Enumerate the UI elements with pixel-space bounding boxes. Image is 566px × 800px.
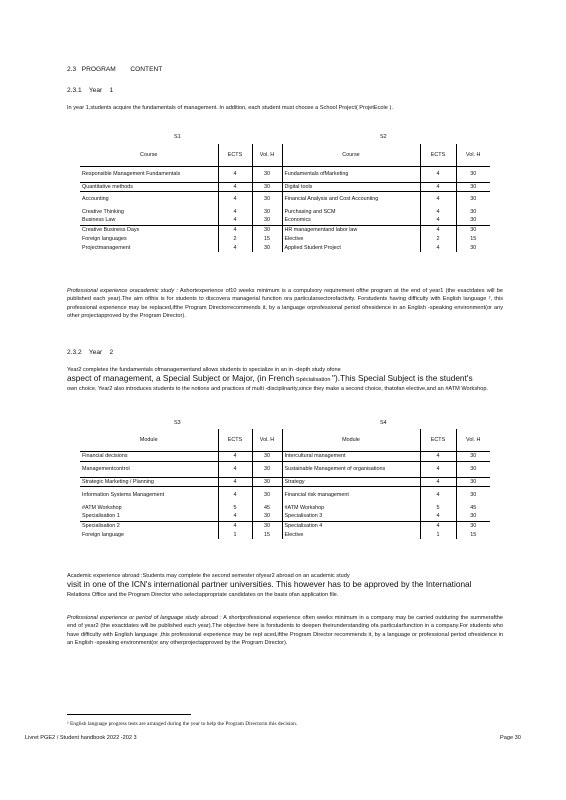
table-row	[80, 512, 490, 521]
ects-value: 4	[420, 243, 456, 252]
vol-value: 15	[456, 530, 490, 539]
ects-value: 4	[218, 477, 252, 486]
table-row	[80, 234, 490, 243]
course-name: Applied Student Project	[282, 243, 420, 252]
course-name: Creative Business Days	[80, 225, 218, 234]
module-name: #ATM Workshop	[82, 504, 122, 511]
ects-value: 4	[420, 182, 456, 191]
course-name: Purchasing and SCM	[282, 207, 420, 216]
year2-module-table	[80, 429, 490, 539]
note-text: Ashortexperience of10 weeks minimum is a compulsory requirement ofthe program at the end of year1 (the exactdates will be published each year).The aim ofthis is for students to discovera managerial function ora particularsectorofactivity. Forstudents having difficulty with English language ², this professional experience may be replaced,ifthe Program Directorrecommends it, by a language orprofessional period ofresidence in an English -speaking environment(or any other projectapproved by the Program Director).	[67, 288, 504, 319]
col-vol-header: Vol. H	[456, 144, 490, 166]
year1-experience-note	[67, 287, 503, 320]
vol-value: 30	[456, 243, 490, 252]
vol-value: 30	[252, 191, 282, 207]
footnote: ² English language progress tests are arranged during the year to help the Program Directorin this decision.	[67, 721, 298, 727]
module-name: Sustainable Management of organisations	[282, 461, 420, 477]
module-name: Information Systems Management	[80, 486, 218, 503]
ects-value: 4	[218, 191, 252, 207]
footnote-separator	[67, 714, 191, 715]
vol-value: 30	[456, 461, 490, 477]
section-title: PROGRAM CONTENT	[81, 66, 163, 73]
ects-value: 4	[420, 512, 456, 521]
vol-value: 30	[456, 207, 490, 216]
intro-line: own choice. Year2 also introduces students to the notions and practices of multi -disciplinarity,since they make a second choice, thatofan elective,and an #ATM Workshop.	[67, 385, 489, 392]
module-name: Managementcontrol	[80, 461, 218, 477]
vol-value: 15	[252, 530, 282, 539]
year1-heading: 2.3.1 Year 1	[67, 87, 114, 94]
col-course-header: Course	[80, 144, 218, 166]
year2-professional-paragraph	[67, 614, 503, 647]
vol-value: 45	[252, 503, 282, 512]
table-row	[80, 521, 490, 530]
table-row	[80, 530, 490, 539]
col-course-header: Course	[282, 144, 420, 166]
ects-value: 2	[218, 234, 252, 243]
section-heading	[67, 66, 162, 73]
intro-line: Year2 completes the fundamentals ofmanagementand allows students to specialize in an in -depth study ofone	[67, 367, 341, 373]
vol-value: 30	[252, 477, 282, 486]
module-name: Specialisation 1	[82, 513, 120, 520]
vol-value: 30	[456, 166, 490, 182]
semester-s2-label: S2	[380, 134, 387, 140]
ects-value: 4	[420, 207, 456, 216]
intro-line-large: ").This Special Subject is the student's	[332, 373, 473, 384]
course-name: Quantitative methods	[80, 182, 218, 191]
col-ects-header: ECTS	[218, 429, 252, 451]
course-name: Digital tools	[282, 182, 420, 191]
ects-value: 4	[420, 451, 456, 461]
vol-value: 30	[252, 521, 282, 530]
col-module-header: Module	[80, 429, 218, 451]
intro-line-large: aspect of management, a Special Subject or Major, (in French	[67, 373, 295, 384]
vol-value: 30	[456, 486, 490, 503]
course-name: Projectmanagement	[82, 244, 131, 251]
course-name: Business Law	[82, 217, 116, 224]
module-name: Financial risk management	[282, 486, 420, 503]
ects-value: 4	[218, 521, 252, 530]
year1-course-table	[80, 144, 490, 252]
col-vol-header: Vol. H	[456, 429, 490, 451]
module-name: #ATM Workshop	[282, 503, 420, 512]
vol-value: 30	[252, 225, 282, 234]
module-name: Foreign language	[82, 531, 124, 538]
semester-s3-label: S3	[174, 420, 181, 426]
ects-value: 4	[420, 521, 456, 530]
vol-value: 30	[252, 207, 282, 216]
course-name: Economics	[282, 216, 420, 225]
prof-emphasis: Professional experience or period of language study abroad :	[67, 615, 222, 621]
vol-value: 30	[456, 451, 490, 461]
course-name: Fundamentals ofMarketing	[282, 166, 420, 182]
ects-value: 2	[420, 234, 456, 243]
vol-value: 30	[252, 216, 282, 225]
course-name: Financial Analysis and Cost Accounting	[282, 191, 420, 207]
table-row	[80, 503, 490, 512]
table-row	[80, 451, 490, 461]
ects-value: 4	[218, 451, 252, 461]
vol-value: 15	[252, 234, 282, 243]
year2-heading: 2.3.2 Year 2	[67, 349, 114, 356]
course-name: Creative Thinking	[82, 208, 124, 215]
vol-value: 30	[456, 216, 490, 225]
vol-value: 30	[252, 182, 282, 191]
vol-value: 45	[456, 503, 490, 512]
vol-value: 30	[252, 512, 282, 521]
vol-value: 30	[252, 166, 282, 182]
abroad-line-large: visit in one of the ICN's international partner universities. This however has to be approved by the International	[67, 579, 472, 590]
course-name: Responsible Management Fundamentals	[82, 171, 181, 177]
table-row	[80, 191, 490, 207]
vol-value: 30	[456, 225, 490, 234]
table-row	[80, 166, 490, 182]
semester-s4-label: S4	[380, 420, 387, 426]
footer-left: Livret PGE2 / Student handbook 2022 -202 3	[25, 735, 137, 741]
table-header-row	[80, 144, 490, 166]
ects-value: 4	[218, 512, 252, 521]
vol-value: 30	[252, 461, 282, 477]
ects-value: 4	[218, 243, 252, 252]
table-row	[80, 461, 490, 477]
ects-value: 4	[420, 477, 456, 486]
ects-value: 4	[420, 461, 456, 477]
module-name: Strategic Marketing / Planning	[80, 477, 218, 486]
col-ects-header: ECTS	[420, 144, 456, 166]
ects-value: 4	[420, 216, 456, 225]
ects-value: 4	[420, 166, 456, 182]
year1-intro: In year 1,students acquire the fundamentals of management. In addition, each student must choose a School Project( ProjetEcole ).	[67, 105, 393, 111]
module-name: Elective	[282, 530, 420, 539]
module-name: Financial decisions	[82, 453, 128, 459]
vol-value: 30	[252, 486, 282, 503]
year2-abroad-paragraph	[67, 572, 503, 599]
ects-value: 4	[218, 486, 252, 503]
ects-value: 4	[218, 225, 252, 234]
ects-value: 5	[420, 503, 456, 512]
footer-page-number: Page 30	[500, 735, 521, 741]
module-name: Intercultural management	[282, 451, 420, 461]
note-emphasis: Professional experience oracademic study :	[67, 288, 178, 294]
col-vol-header: Vol. H	[252, 429, 282, 451]
table-row	[80, 477, 490, 486]
vol-value: 15	[456, 234, 490, 243]
vol-value: 30	[456, 191, 490, 207]
vol-value: 30	[252, 243, 282, 252]
col-vol-header: Vol. H	[252, 144, 282, 166]
module-name: Specialisation 4	[282, 521, 420, 530]
table-row	[80, 216, 490, 225]
ects-value: 1	[420, 530, 456, 539]
ects-value: 4	[218, 461, 252, 477]
col-ects-header: ECTS	[218, 144, 252, 166]
semester-s1-label: S1	[174, 134, 181, 140]
vol-value: 30	[456, 182, 490, 191]
ects-value: 4	[218, 216, 252, 225]
table-row	[80, 182, 490, 191]
ects-value: 4	[218, 207, 252, 216]
table-row	[80, 243, 490, 252]
prof-text: A shortprofessional experience often weeks minimum in a company may be carried outduring the summerafthe end of year2 (the exactdates will be published each year).The objective here is forstudents to deepen theirunderstanding ofa particularfunction in a company.For students who have difficulty with English language ,this professional experience may be repl aced,ifthe Program Director recommends it, by a language or professional period ofresidence in an English -speaking environment(or any otherprojectapproved by the Program Director).	[67, 615, 503, 646]
specialisation-word: Spécialisation	[295, 377, 331, 384]
ects-value: 4	[420, 191, 456, 207]
ects-value: 4	[420, 486, 456, 503]
ects-value: 4	[218, 182, 252, 191]
table-row	[80, 225, 490, 234]
course-name: Elective	[282, 234, 420, 243]
ects-value: 4	[420, 225, 456, 234]
year2-intro	[67, 366, 503, 393]
module-name: Specialisation 2	[80, 521, 218, 530]
ects-value: 4	[218, 166, 252, 182]
abroad-line: Relations Office and the Program Director who selectappropriate candidates on the basis ofan application file.	[67, 591, 339, 598]
table-header-row	[80, 429, 490, 451]
ects-value: 5	[218, 503, 252, 512]
module-name: Specialisation 3	[282, 512, 420, 521]
section-number: 2.3	[67, 66, 77, 73]
vol-value: 30	[456, 521, 490, 530]
module-name: Strategy	[282, 477, 420, 486]
abroad-line: Academic experience abroad :Students may complete the second semester ofyear2 abroad on an academic study	[67, 573, 350, 579]
ects-value: 1	[218, 530, 252, 539]
course-name: Accounting	[80, 191, 218, 207]
vol-value: 30	[252, 451, 282, 461]
col-ects-header: ECTS	[420, 429, 456, 451]
vol-value: 30	[456, 477, 490, 486]
course-name: Foreign languages	[82, 235, 127, 242]
col-module-header: Module	[282, 429, 420, 451]
table-row	[80, 207, 490, 216]
course-name: HR managementand labor law	[282, 225, 420, 234]
table-row	[80, 486, 490, 503]
vol-value: 30	[456, 512, 490, 521]
